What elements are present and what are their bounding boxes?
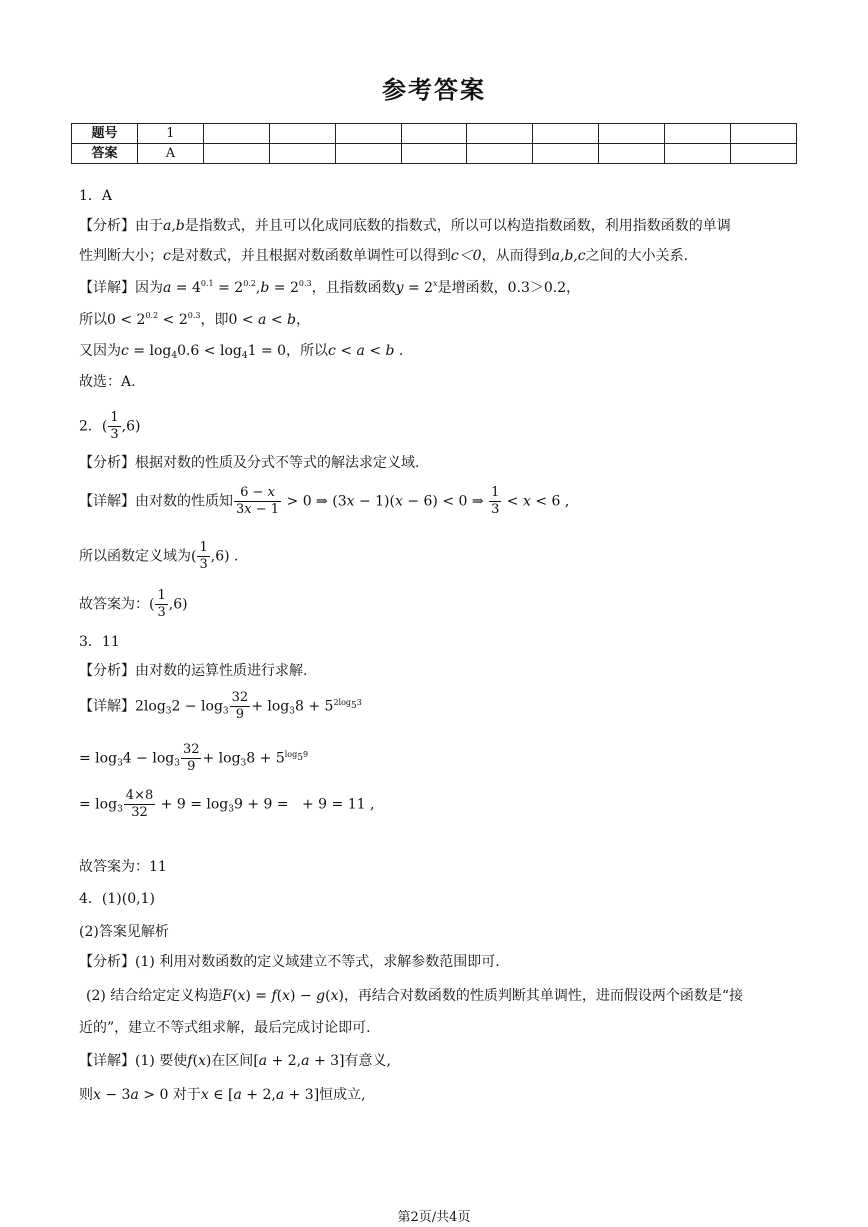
q2-detail-line1: 【详解】由对数的性质知 $\frac{6 - x}{3x - 1}$ > 0 ⇒ (3x − 1)(x − 6) < 0 ⇒ $\frac{1}{3}$ < x < 6 ,: [79, 485, 570, 517]
answer-table: [71, 123, 797, 164]
table-cell: [533, 144, 599, 164]
table-row: [72, 124, 797, 144]
q4-analysis-line2: (2) 结合给定定义构造F(x) = f(x) − g(x)，再结合对数函数的性质判断其单调性，进而假设两个函数是“接: [86, 988, 744, 1004]
q3-conclusion: 故答案为：11: [79, 859, 167, 875]
table-cell: [269, 144, 335, 164]
q1-detail-line3: 又因为$c = \log_40.6 < \log_41 = 0$，所以c < a < b .: [79, 343, 404, 361]
q2-detail-line2: 所以函数定义域为( $\frac{1}{3}$ ,6) .: [79, 540, 239, 572]
q1-analysis-line2: 性判断大小；c是对数式，并且根据对数函数单调性可以得到c＜0，从而得到a,b,c之间的大小关系.: [79, 248, 689, 264]
table-cell: [467, 144, 533, 164]
table-cell: [401, 144, 467, 164]
q4-analysis-line1: 【分析】(1) 利用对数函数的定义域建立不等式，求解参数范围即可.: [79, 954, 500, 970]
q2-analysis: 【分析】根据对数的性质及分式不等式的解法求定义域.: [79, 455, 420, 471]
table-row: [72, 144, 797, 164]
q2-conclusion: 故答案为：( $\frac{1}{3}$ ,6): [79, 588, 188, 620]
q3-analysis: 【分析】由对数的运算性质进行求解.: [79, 663, 308, 679]
table-cell: 答案: [72, 144, 138, 164]
q2-head: 2．( $\frac{1}{3}$ ,6): [79, 410, 141, 442]
table-cell: [335, 144, 401, 164]
analysis-tag: 【分析】: [79, 954, 135, 970]
table-cell: [203, 144, 269, 164]
analysis-tag: 【分析】: [79, 663, 135, 679]
detail-tag: 【详解】: [79, 493, 135, 510]
q4-detail-line1: 【详解】(1) 要使f(x)在区间[a + 2,a + 3]有意义,: [79, 1053, 391, 1069]
page-title: 参考答案: [382, 75, 486, 104]
q3-detail-line1: 【详解】$2\log_32 - \log_3$ $\frac{32}{9}$ + $\log_38 + 5^{2log_53}$: [79, 690, 362, 722]
table-cell: [665, 124, 731, 144]
detail-tag: 【详解】: [79, 698, 135, 715]
table-cell: [203, 124, 269, 144]
table-cell: [665, 144, 731, 164]
table-cell: [401, 124, 467, 144]
analysis-tag: 【分析】: [79, 455, 135, 471]
q3-detail-line2: = $\log_34 - \log_3$ $\frac{32}{9}$ + $\log_38 + 5^{log_59}$: [79, 742, 309, 774]
q1-detail-line1: 【详解】因为$a = 4^{0.1} = 2^{0.2},b = 2^{0.3}$，且指数函数$y = 2^x$是增函数，0.3＞0.2，: [79, 279, 581, 296]
table-cell: [599, 124, 665, 144]
q4-head: 4．(1)(0,1): [79, 891, 155, 907]
table-cell: 题号: [72, 124, 138, 144]
table-cell: 1: [138, 124, 204, 144]
q4-head-2: (2)答案见解析: [79, 924, 169, 940]
table-cell: [731, 124, 797, 144]
q4-analysis-line3: 近的”，建立不等式组求解，最后完成讨论即可.: [79, 1020, 371, 1036]
q1-analysis-line1: 【分析】由于a,b是指数式，并且可以化成同底数的指数式，所以可以构造指数函数，利用指数函数的单调: [79, 218, 731, 234]
detail-tag: 【详解】: [79, 1053, 135, 1069]
table-cell: [533, 124, 599, 144]
table-cell: [467, 124, 533, 144]
q1-conclusion: 故选：A.: [79, 374, 136, 390]
table-cell: [731, 144, 797, 164]
page-footer: 第2页/共4页: [397, 1210, 471, 1225]
analysis-tag: 【分析】: [79, 218, 135, 234]
q1-head: 1．A: [79, 188, 113, 204]
q4-detail-line2: 则x − 3a > 0 对于x ∈ [a + 2,a + 3]恒成立,: [79, 1087, 366, 1103]
q3-detail-line3: = $\log_3$ $\frac{4\times 8}{32}$ + $9 = \log_39 + 9$ = + 9 = 11 ,: [79, 788, 375, 820]
table-cell: [335, 124, 401, 144]
table-cell: [269, 124, 335, 144]
q1-detail-line2: 所以$0 < 2^{0.2} < 2^{0.3}$，即0 < a < b，: [79, 311, 310, 328]
detail-tag: 【详解】: [79, 280, 135, 296]
table-cell: [599, 144, 665, 164]
table-cell: A: [138, 144, 204, 164]
q3-head: 3．11: [79, 634, 120, 650]
